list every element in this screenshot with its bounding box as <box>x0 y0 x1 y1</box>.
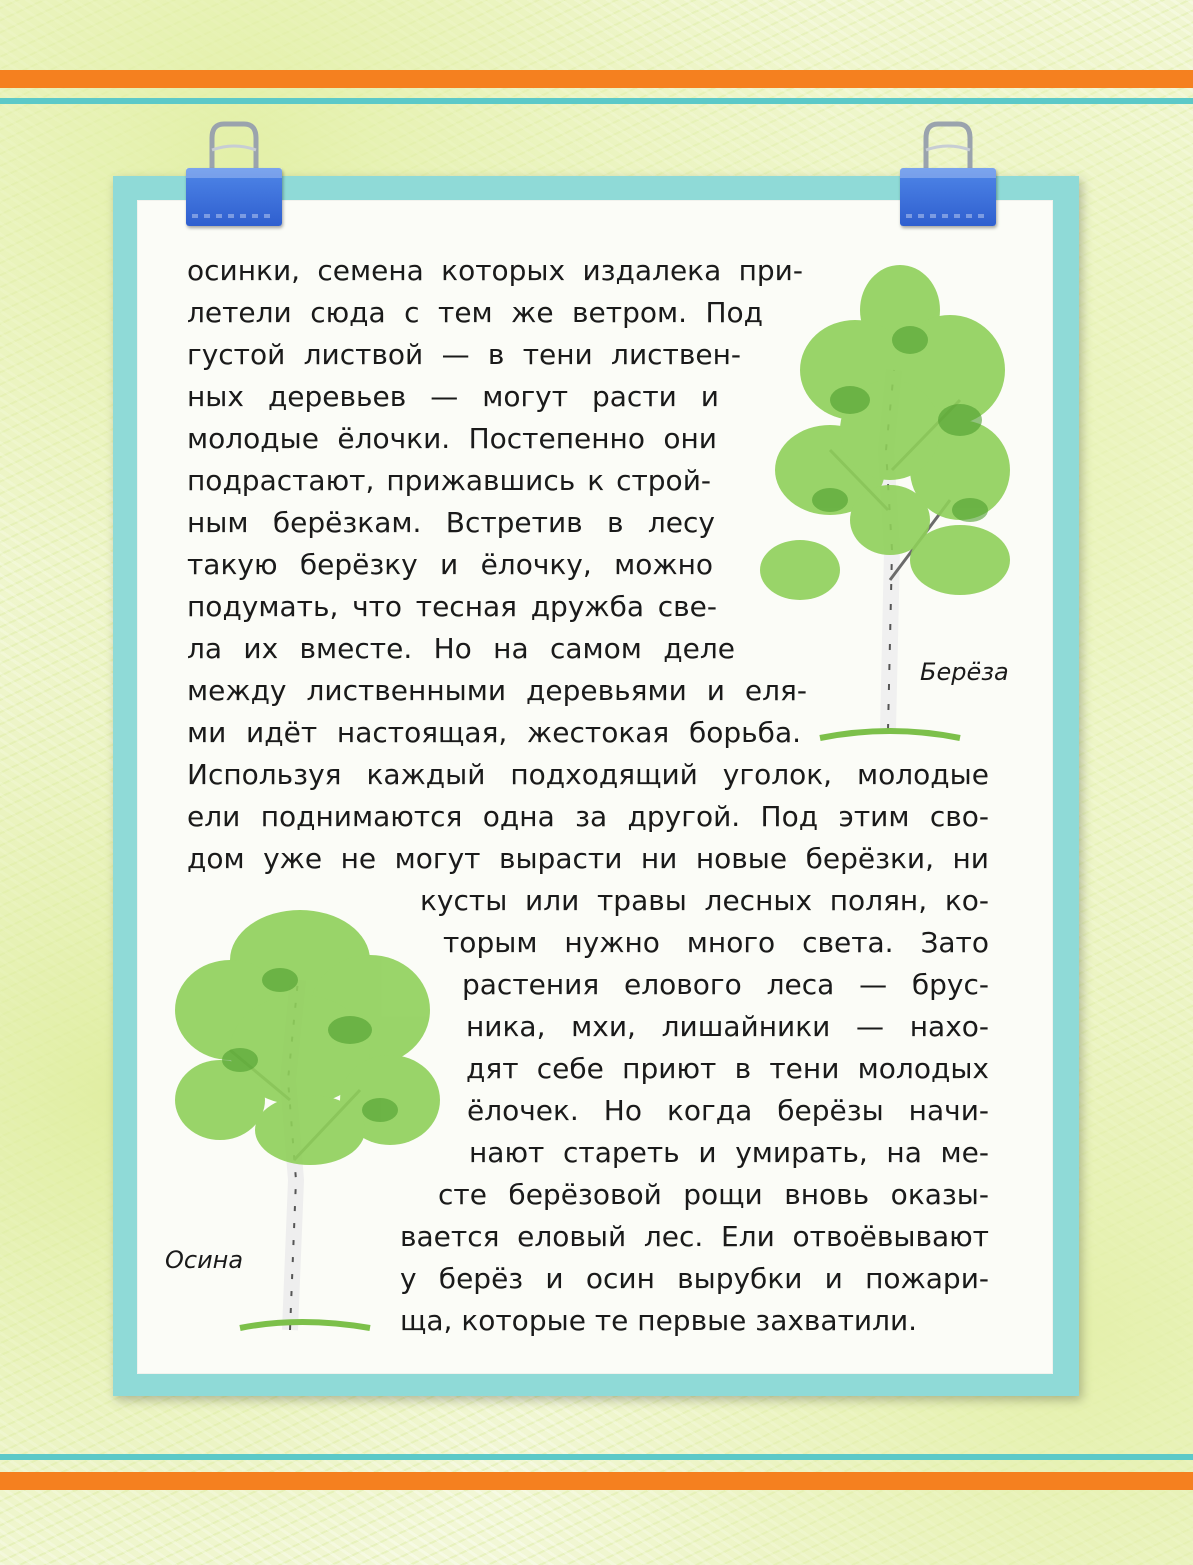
text-line: густой листвой — в тени листвен- <box>187 338 741 371</box>
text-line: осинки, семена которых издалека при- <box>187 254 803 287</box>
text-line: молодые ёлочки. Постепенно они <box>187 422 717 455</box>
top-teal-stripe <box>0 98 1193 104</box>
text-line: нают стареть и умирать, на ме- <box>469 1136 989 1169</box>
birch-caption: Берёза <box>920 658 1009 686</box>
text-line: Используя каждый подходящий уголок, молодые <box>187 758 989 791</box>
text-line: дом уже не могут вырасти ни новые берёзки, ни <box>187 842 989 875</box>
bottom-orange-stripe <box>0 1472 1193 1490</box>
binder-clip-icon-right <box>900 120 996 230</box>
text-line: такую берёзку и ёлочку, можно <box>187 548 713 581</box>
text-line: подрастают, прижавшись к строй- <box>187 464 711 497</box>
text-line: ных деревьев — могут расти и <box>187 380 719 413</box>
text-line: торым нужно много света. Зато <box>443 926 989 959</box>
text-line: растения елового леса — брус- <box>462 968 989 1001</box>
text-line: дят себе приют в тени молодых <box>466 1052 989 1085</box>
aspen-caption: Осина <box>165 1246 244 1274</box>
text-line: летели сюда с тем же ветром. Под <box>187 296 763 329</box>
text-line: подумать, что тесная дружба све- <box>187 590 717 623</box>
binder-clip-icon-left <box>186 120 282 230</box>
text-line: ла их вместе. Но на самом деле <box>187 632 735 665</box>
text-line: ным берёзкам. Встретив в лесу <box>187 506 715 539</box>
text-line: между лиственными деревьями и еля- <box>187 674 807 707</box>
text-line: ёлочек. Но когда берёзы начи- <box>467 1094 989 1127</box>
text-line: ника, мхи, лишайники — нахо- <box>466 1010 989 1043</box>
text-line: кусты или травы лесных полян, ко- <box>420 884 989 917</box>
text-line: сте берёзовой рощи вновь оказы- <box>438 1178 989 1211</box>
top-orange-stripe <box>0 70 1193 88</box>
text-line: у берёз и осин вырубки и пожари- <box>400 1262 989 1295</box>
text-line: ели поднимаются одна за другой. Под этим сво- <box>187 800 989 833</box>
text-line: вается еловый лес. Ели отвоёвывают <box>400 1220 989 1253</box>
bottom-teal-stripe <box>0 1454 1193 1460</box>
text-line: ми идёт настоящая, жестокая борьба. <box>187 716 801 749</box>
text-line: ща, которые те первые захватили. <box>400 1304 918 1337</box>
